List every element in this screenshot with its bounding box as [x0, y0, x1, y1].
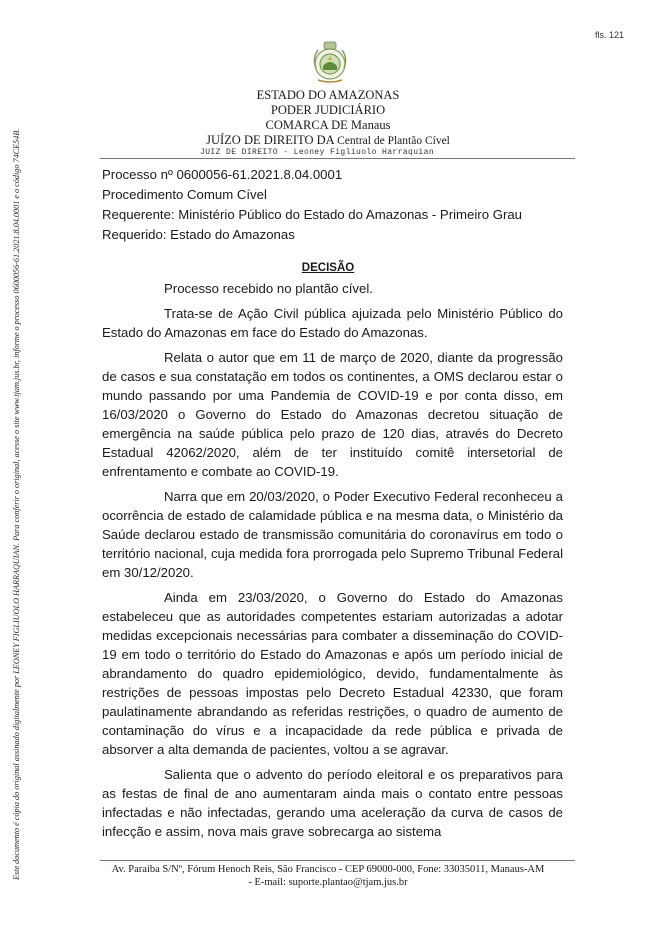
paragraph: Salienta que o advento do período eleitoral e os preparativos para as festas de final de ano aumentaram ainda mais o contato entre pessoas infectadas e não infectadas, gerando uma aceleração da curva de casos de infecção e assim, nova mais grave sobrecarga ao sistema: [102, 767, 563, 839]
header-court-prefix: JUÍZO DE DIREITO DA: [206, 133, 338, 147]
header-court-name: Central de Plantão Cível: [337, 135, 450, 147]
plaintiff: Requerente: Ministério Público do Estado do Amazonas - Primeiro Grau: [102, 207, 523, 222]
paragraph: Trata-se de Ação Civil pública ajuizada pelo Ministério Público do Estado do Amazonas em face do Estado do Amazonas.: [102, 306, 563, 340]
header-district: COMARCA DE Manaus: [265, 118, 391, 132]
paragraph: Narra que em 20/03/2020, o Poder Executivo Federal reconheceu a ocorrência de estado de calamidade pública e na mesma data, o Ministério da Saúde declarou estado de transmissão comunitária do coronavírus em todo o território nacional, cuja medida fora prorrogada pelo Supremo Tribunal Federal em 30/12/2020.: [102, 489, 563, 580]
footer-email: - E-mail: suporte.plantao@tjam.jus.br: [248, 877, 408, 888]
paragraph: Ainda em 23/03/2020, o Governo do Estado do Amazonas estabeleceu que as autoridades competentes estariam autorizadas a adotar medidas excepcionais necessárias para combater a disseminação do COVID-19 em todo o território do Estado do Amazonas e após um período inicial de abrandamento do quadro epidemiológico, devido, fundamentalmente às restrições de pessoas impostas pelo Decreto Estadual 42330, que foram paulatinamente abrandando as referidas restrições, o quadro de aumento de contaminação do vírus e a incapacidade da rede pública e privada de absorver a alta demanda de pacientes, voltou a se agravar.: [102, 590, 563, 757]
process-number: Processo nº 0600056-61.2021.8.04.0001: [102, 167, 343, 182]
paragraph: Processo recebido no plantão cível.: [164, 281, 373, 296]
defendant: Requerido: Estado do Amazonas: [102, 227, 295, 242]
header-state: ESTADO DO AMAZONAS: [256, 88, 400, 102]
header-divider: [100, 158, 575, 159]
amazonas-coat-of-arms-icon: [310, 38, 350, 86]
procedure-type: Procedimento Comum Cível: [102, 187, 267, 202]
judge-signature-line: JUIZ DE DIREITO - Leoney Figliuolo Harraquian: [200, 148, 435, 157]
header-judiciary: PODER JUDICIÁRIO: [270, 103, 386, 117]
page-number: fls. 121: [594, 30, 624, 40]
footer-divider: [100, 860, 575, 861]
paragraph: Relata o autor que em 11 de março de 2020, diante da progressão de casos e sua constatação em todos os continentes, a OMS declarou estar o mundo passando por uma Pandemia de COVID-19 e por conta disso, em 16/03/2020 o Governo do Estado do Amazonas decretou situação de emergência na saúde pública pelo prazo de 120 dias, através do Decreto Estadual 42062/2020, além de ter instituído comitê intersetorial de enfrentamento e combate ao COVID-19.: [102, 350, 563, 479]
footer-address: Av. Paraíba S/Nº, Fórum Henoch Reis, São Francisco - CEP 69000-000, Fone: 33035011, Manaus-AM: [111, 864, 545, 875]
document-title: DECISÃO: [301, 262, 355, 274]
header-court: [0, 133, 656, 148]
decision-body: [102, 279, 563, 847]
digital-signature-note: Este documento é cópia do original assinado digitalmente por LEONEY FIGLIUOLO HARRAQUIAN. Para conferir o original, acesse o site www.tjam.jus.br, informe o processo 0600056-61.2021.8.04.0001 e o código 74CE54B.: [12, 128, 21, 880]
